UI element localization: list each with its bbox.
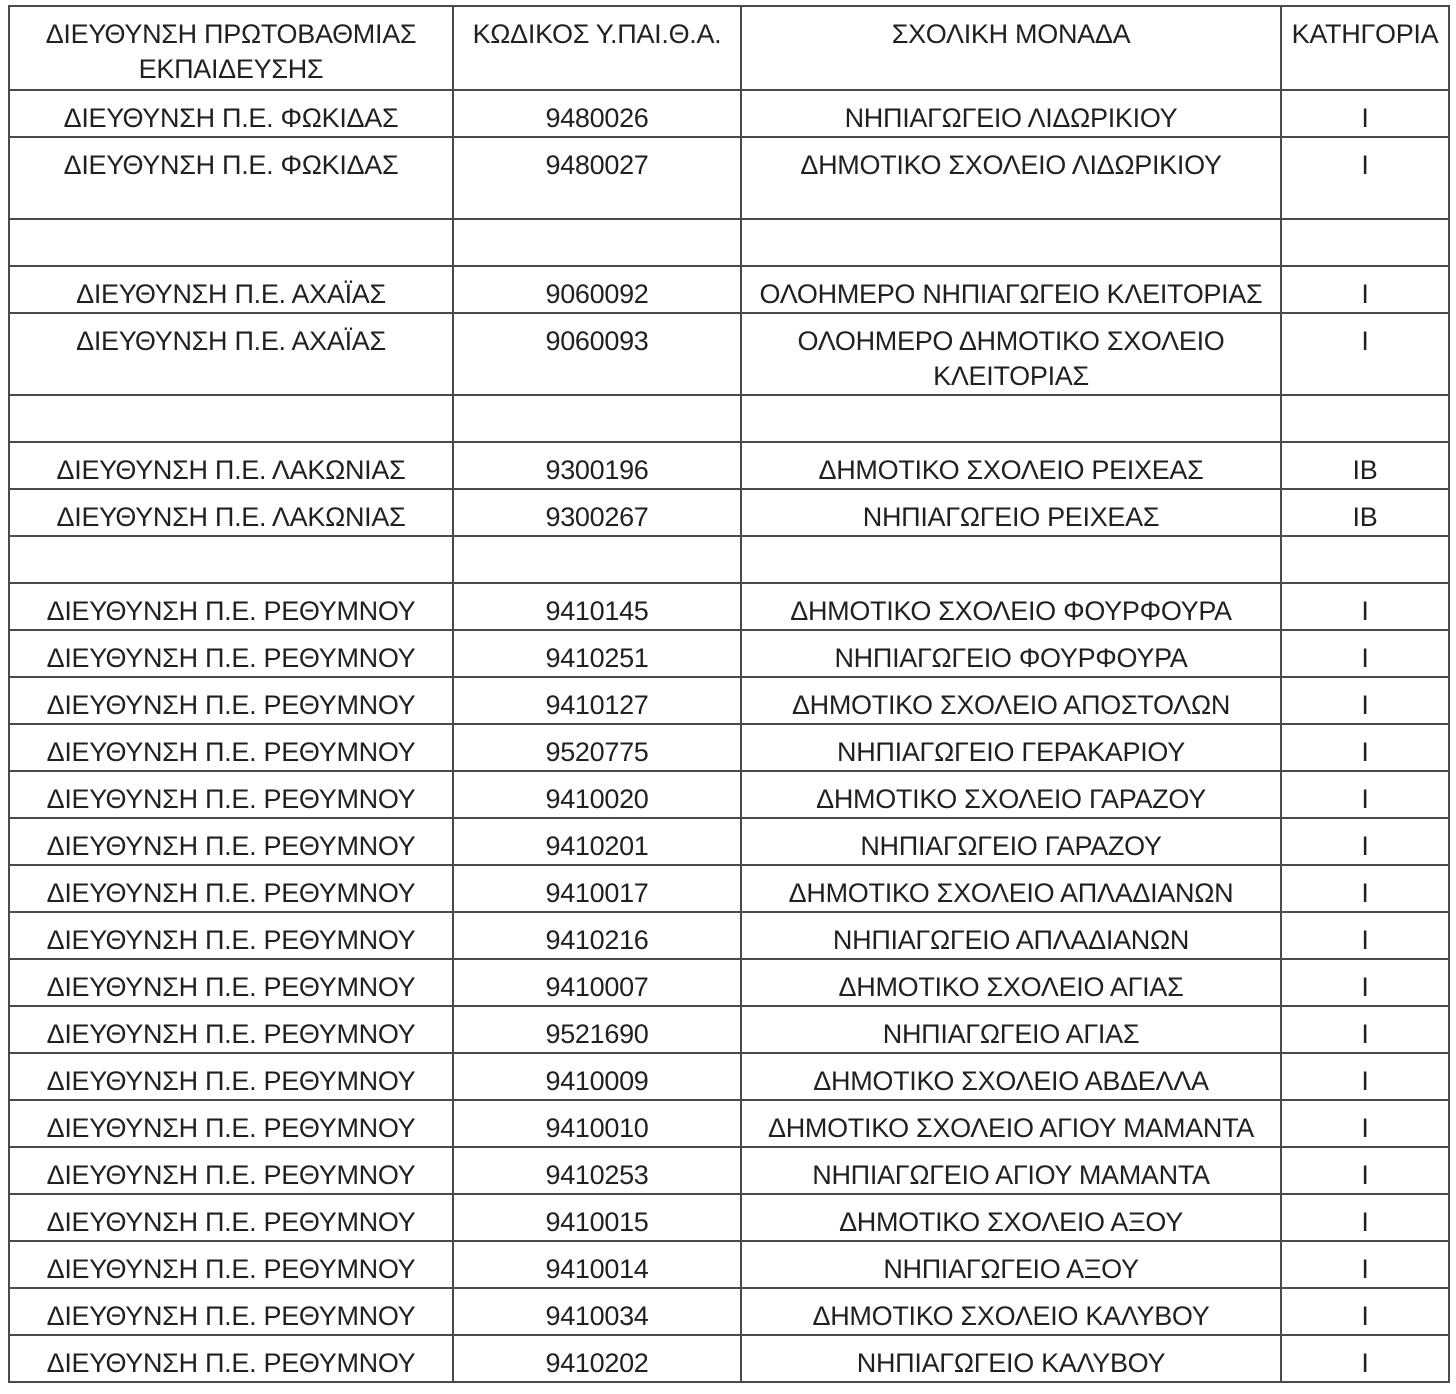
cell-directorate: ΔΙΕΥΘΥΝΣΗ Π.Ε. ΡΕΘΥΜΝΟΥ (9, 771, 453, 818)
cell-code: 9060093 (453, 313, 741, 395)
table-row (9, 1053, 1449, 1100)
cell-school: ΔΗΜΟΤΙΚΟ ΣΧΟΛΕΙΟ ΓΑΡΑΖΟΥ (741, 771, 1281, 818)
table-row (9, 266, 1449, 313)
cell-code: 9410251 (453, 630, 741, 677)
cell-code: 9410009 (453, 1053, 741, 1100)
header-directorate: ΔΙΕΥΘΥΝΣΗ ΠΡΩΤΟΒΑΘΜΙΑΣ ΕΚΠΑΙΔΕΥΣΗΣ (9, 6, 453, 90)
cell-code: 9060092 (453, 266, 741, 313)
cell-category: ΙΒ (1281, 489, 1449, 536)
table-row-empty (9, 219, 1449, 266)
cell-school: ΝΗΠΙΑΓΩΓΕΙΟ ΓΑΡΑΖΟΥ (741, 818, 1281, 865)
cell-category: Ι (1281, 313, 1449, 395)
cell-directorate: ΔΙΕΥΘΥΝΣΗ Π.Ε. ΡΕΘΥΜΝΟΥ (9, 583, 453, 630)
cell-directorate: ΔΙΕΥΘΥΝΣΗ Π.Ε. ΡΕΘΥΜΝΟΥ (9, 912, 453, 959)
table-row (9, 1194, 1449, 1241)
cell-category (1281, 536, 1449, 583)
cell-directorate: ΔΙΕΥΘΥΝΣΗ Π.Ε. ΡΕΘΥΜΝΟΥ (9, 865, 453, 912)
cell-directorate: ΔΙΕΥΘΥΝΣΗ Π.Ε. ΑΧΑΪΑΣ (9, 313, 453, 395)
cell-directorate: ΔΙΕΥΘΥΝΣΗ Π.Ε. ΛΑΚΩΝΙΑΣ (9, 489, 453, 536)
table-row (9, 912, 1449, 959)
cell-code: 9410015 (453, 1194, 741, 1241)
cell-school: ΔΗΜΟΤΙΚΟ ΣΧΟΛΕΙΟ ΛΙΔΩΡΙΚΙΟΥ (741, 137, 1281, 219)
cell-category: Ι (1281, 1288, 1449, 1335)
cell-school: ΔΗΜΟΤΙΚΟ ΣΧΟΛΕΙΟ ΚΑΛΥΒΟΥ (741, 1288, 1281, 1335)
cell-directorate: ΔΙΕΥΘΥΝΣΗ Π.Ε. ΡΕΘΥΜΝΟΥ (9, 1147, 453, 1194)
cell-category: Ι (1281, 583, 1449, 630)
table-row (9, 1006, 1449, 1053)
cell-code: 9410127 (453, 677, 741, 724)
cell-school: ΔΗΜΟΤΙΚΟ ΣΧΟΛΕΙΟ ΑΒΔΕΛΛΑ (741, 1053, 1281, 1100)
cell-code: 9410017 (453, 865, 741, 912)
cell-directorate: ΔΙΕΥΘΥΝΣΗ Π.Ε. ΑΧΑΪΑΣ (9, 266, 453, 313)
cell-category: Ι (1281, 137, 1449, 219)
cell-directorate: ΔΙΕΥΘΥΝΣΗ Π.Ε. ΡΕΘΥΜΝΟΥ (9, 1194, 453, 1241)
cell-directorate: ΔΙΕΥΘΥΝΣΗ Π.Ε. ΡΕΘΥΜΝΟΥ (9, 1100, 453, 1147)
cell-code: 9410020 (453, 771, 741, 818)
cell-category: Ι (1281, 1053, 1449, 1100)
cell-directorate: ΔΙΕΥΘΥΝΣΗ Π.Ε. ΡΕΘΥΜΝΟΥ (9, 1335, 453, 1382)
table-row (9, 865, 1449, 912)
cell-directorate: ΔΙΕΥΘΥΝΣΗ Π.Ε. ΦΩΚΙΔΑΣ (9, 90, 453, 137)
table-row (9, 1241, 1449, 1288)
cell-directorate (9, 395, 453, 442)
cell-code (453, 219, 741, 266)
header-code: ΚΩΔΙΚΟΣ Υ.ΠΑΙ.Θ.Α. (453, 6, 741, 90)
table-row (9, 1335, 1449, 1382)
cell-school: ΝΗΠΙΑΓΩΓΕΙΟ ΓΕΡΑΚΑΡΙΟΥ (741, 724, 1281, 771)
schools-table-container (8, 5, 1450, 1383)
cell-code: 9521690 (453, 1006, 741, 1053)
cell-directorate: ΔΙΕΥΘΥΝΣΗ Π.Ε. ΡΕΘΥΜΝΟΥ (9, 724, 453, 771)
cell-category: Ι (1281, 630, 1449, 677)
cell-category: Ι (1281, 771, 1449, 818)
cell-code: 9410010 (453, 1100, 741, 1147)
cell-school: ΟΛΟΗΜΕΡΟ ΝΗΠΙΑΓΩΓΕΙΟ ΚΛΕΙΤΟΡΙΑΣ (741, 266, 1281, 313)
table-row (9, 1100, 1449, 1147)
table-row (9, 442, 1449, 489)
cell-school: ΝΗΠΙΑΓΩΓΕΙΟ ΡΕΙΧΕΑΣ (741, 489, 1281, 536)
cell-directorate: ΔΙΕΥΘΥΝΣΗ Π.Ε. ΦΩΚΙΔΑΣ (9, 137, 453, 219)
cell-category: Ι (1281, 1241, 1449, 1288)
header-school: ΣΧΟΛΙΚΗ ΜΟΝΑΔΑ (741, 6, 1281, 90)
schools-table (8, 5, 1450, 1383)
cell-school: ΝΗΠΙΑΓΩΓΕΙΟ ΛΙΔΩΡΙΚΙΟΥ (741, 90, 1281, 137)
cell-school: ΔΗΜΟΤΙΚΟ ΣΧΟΛΕΙΟ ΑΠΟΣΤΟΛΩΝ (741, 677, 1281, 724)
cell-code: 9300196 (453, 442, 741, 489)
cell-school: ΔΗΜΟΤΙΚΟ ΣΧΟΛΕΙΟ ΑΠΛΑΔΙΑΝΩΝ (741, 865, 1281, 912)
cell-school: ΔΗΜΟΤΙΚΟ ΣΧΟΛΕΙΟ ΦΟΥΡΦΟΥΡΑ (741, 583, 1281, 630)
cell-code (453, 395, 741, 442)
cell-category: Ι (1281, 1194, 1449, 1241)
cell-category: Ι (1281, 266, 1449, 313)
cell-code: 9410253 (453, 1147, 741, 1194)
cell-school: ΝΗΠΙΑΓΩΓΕΙΟ ΑΓΙΟΥ ΜΑΜΑΝΤΑ (741, 1147, 1281, 1194)
table-row-empty (9, 395, 1449, 442)
table-row (9, 489, 1449, 536)
cell-code: 9410034 (453, 1288, 741, 1335)
table-row (9, 677, 1449, 724)
cell-directorate: ΔΙΕΥΘΥΝΣΗ Π.Ε. ΡΕΘΥΜΝΟΥ (9, 1288, 453, 1335)
cell-category: Ι (1281, 1100, 1449, 1147)
cell-category: Ι (1281, 90, 1449, 137)
cell-code: 9480027 (453, 137, 741, 219)
table-row (9, 90, 1449, 137)
table-row (9, 137, 1449, 219)
table-row (9, 959, 1449, 1006)
cell-school: ΝΗΠΙΑΓΩΓΕΙΟ ΑΓΙΑΣ (741, 1006, 1281, 1053)
table-row (9, 313, 1449, 395)
cell-code: 9300267 (453, 489, 741, 536)
cell-directorate: ΔΙΕΥΘΥΝΣΗ Π.Ε. ΡΕΘΥΜΝΟΥ (9, 1241, 453, 1288)
cell-code: 9410014 (453, 1241, 741, 1288)
table-row (9, 583, 1449, 630)
table-header-row (9, 6, 1449, 90)
cell-category: Ι (1281, 677, 1449, 724)
cell-school: ΔΗΜΟΤΙΚΟ ΣΧΟΛΕΙΟ ΡΕΙΧΕΑΣ (741, 442, 1281, 489)
cell-category: Ι (1281, 1147, 1449, 1194)
cell-code: 9410201 (453, 818, 741, 865)
cell-code: 9410007 (453, 959, 741, 1006)
cell-directorate: ΔΙΕΥΘΥΝΣΗ Π.Ε. ΡΕΘΥΜΝΟΥ (9, 630, 453, 677)
cell-directorate (9, 219, 453, 266)
table-row (9, 818, 1449, 865)
table-row (9, 724, 1449, 771)
cell-category: Ι (1281, 1335, 1449, 1382)
table-row (9, 630, 1449, 677)
cell-school: ΔΗΜΟΤΙΚΟ ΣΧΟΛΕΙΟ ΑΞΟΥ (741, 1194, 1281, 1241)
cell-directorate: ΔΙΕΥΘΥΝΣΗ Π.Ε. ΛΑΚΩΝΙΑΣ (9, 442, 453, 489)
cell-category: ΙΒ (1281, 442, 1449, 489)
cell-category: Ι (1281, 912, 1449, 959)
table-row (9, 771, 1449, 818)
cell-directorate: ΔΙΕΥΘΥΝΣΗ Π.Ε. ΡΕΘΥΜΝΟΥ (9, 1053, 453, 1100)
cell-school: ΝΗΠΙΑΓΩΓΕΙΟ ΚΑΛΥΒΟΥ (741, 1335, 1281, 1382)
table-row-empty (9, 536, 1449, 583)
cell-directorate: ΔΙΕΥΘΥΝΣΗ Π.Ε. ΡΕΘΥΜΝΟΥ (9, 677, 453, 724)
cell-directorate: ΔΙΕΥΘΥΝΣΗ Π.Ε. ΡΕΘΥΜΝΟΥ (9, 818, 453, 865)
cell-directorate: ΔΙΕΥΘΥΝΣΗ Π.Ε. ΡΕΘΥΜΝΟΥ (9, 959, 453, 1006)
cell-category: Ι (1281, 818, 1449, 865)
cell-school (741, 395, 1281, 442)
cell-code: 9520775 (453, 724, 741, 771)
cell-category: Ι (1281, 724, 1449, 771)
cell-school (741, 536, 1281, 583)
cell-directorate (9, 536, 453, 583)
cell-code: 9410216 (453, 912, 741, 959)
cell-category: Ι (1281, 959, 1449, 1006)
cell-code: 9480026 (453, 90, 741, 137)
cell-school (741, 219, 1281, 266)
table-row (9, 1288, 1449, 1335)
header-category: ΚΑΤΗΓΟΡΙΑ (1281, 6, 1449, 90)
cell-school: ΝΗΠΙΑΓΩΓΕΙΟ ΦΟΥΡΦΟΥΡΑ (741, 630, 1281, 677)
cell-directorate: ΔΙΕΥΘΥΝΣΗ Π.Ε. ΡΕΘΥΜΝΟΥ (9, 1006, 453, 1053)
cell-category (1281, 219, 1449, 266)
cell-school: ΝΗΠΙΑΓΩΓΕΙΟ ΑΠΛΑΔΙΑΝΩΝ (741, 912, 1281, 959)
table-row (9, 1147, 1449, 1194)
cell-school: ΝΗΠΙΑΓΩΓΕΙΟ ΑΞΟΥ (741, 1241, 1281, 1288)
cell-school: ΔΗΜΟΤΙΚΟ ΣΧΟΛΕΙΟ ΑΓΙΑΣ (741, 959, 1281, 1006)
cell-category: Ι (1281, 865, 1449, 912)
cell-school: ΟΛΟΗΜΕΡΟ ΔΗΜΟΤΙΚΟ ΣΧΟΛΕΙΟ ΚΛΕΙΤΟΡΙΑΣ (741, 313, 1281, 395)
cell-school: ΔΗΜΟΤΙΚΟ ΣΧΟΛΕΙΟ ΑΓΙΟΥ ΜΑΜΑΝΤΑ (741, 1100, 1281, 1147)
cell-code (453, 536, 741, 583)
cell-category (1281, 395, 1449, 442)
cell-code: 9410202 (453, 1335, 741, 1382)
cell-code: 9410145 (453, 583, 741, 630)
cell-category: Ι (1281, 1006, 1449, 1053)
